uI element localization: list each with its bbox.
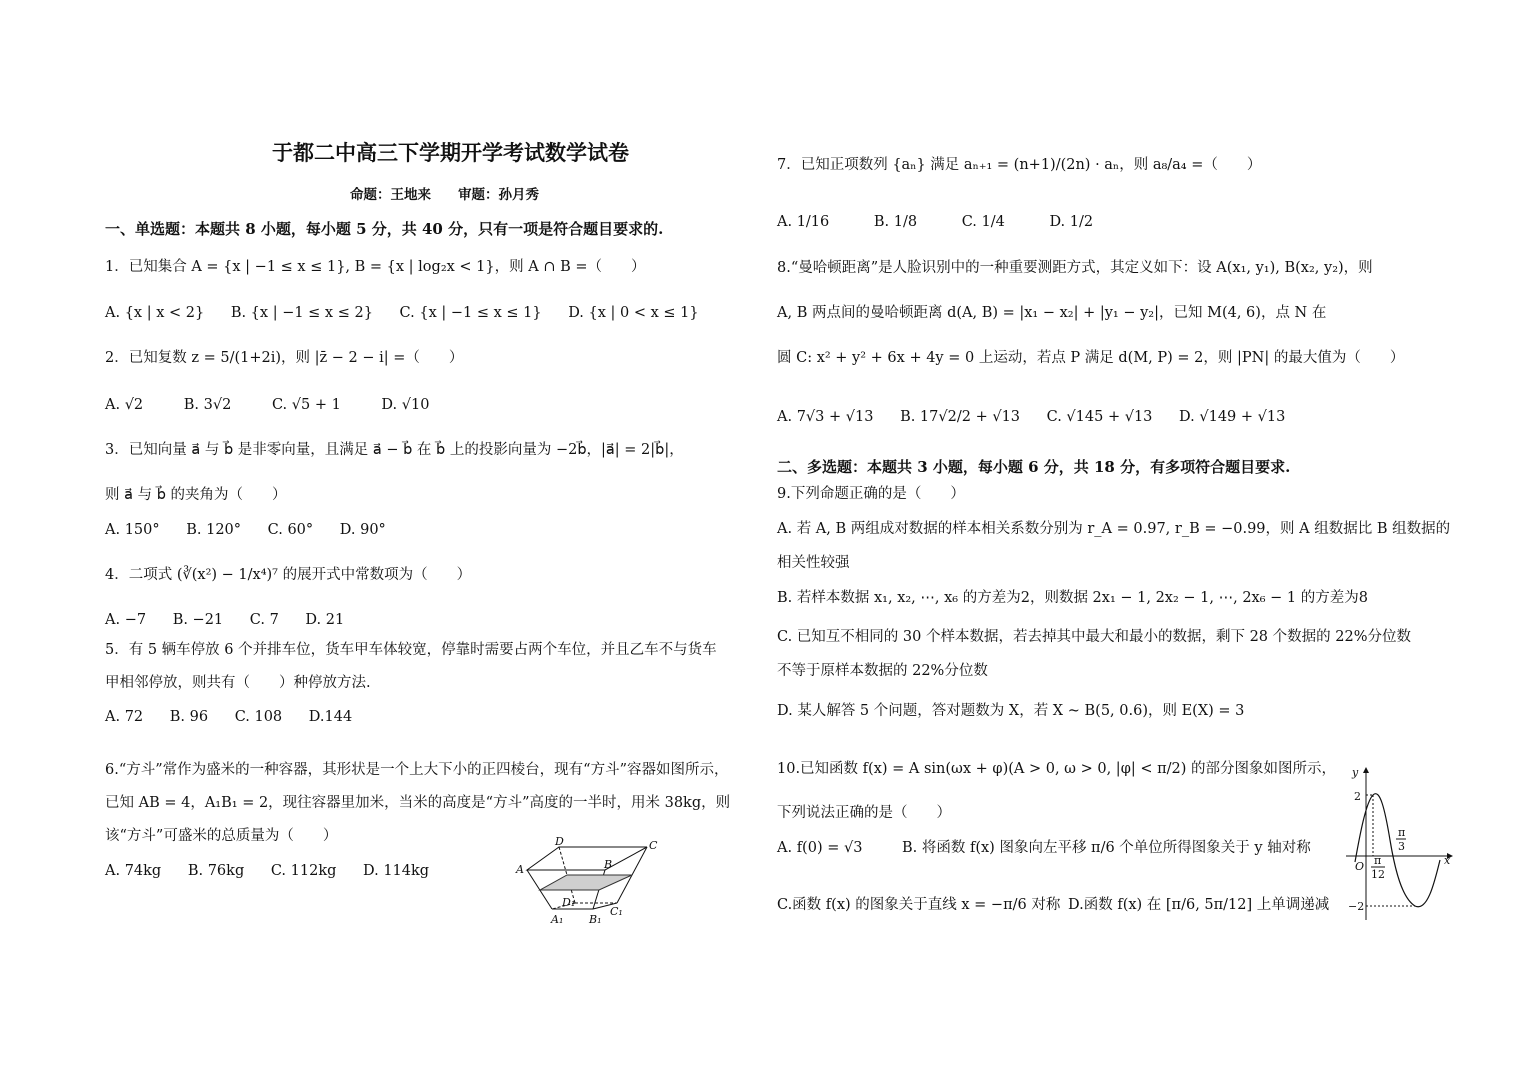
q5-stem-line1: 5．有 5 辆车停放 6 个并排车位，货车甲车体较宽，停靠时需要占两个车位，并且乙车不与货车	[105, 642, 717, 658]
q2-option-d[interactable]: D. √10	[381, 397, 430, 413]
q2-options	[105, 395, 451, 415]
x-axis-label: x	[1444, 854, 1451, 867]
q8-option-b[interactable]: B. 17√2/2 + √13	[900, 409, 1021, 425]
q6-options	[105, 861, 451, 881]
label-d: D	[555, 835, 564, 848]
q6-option-a[interactable]: A. 74kg	[105, 863, 162, 879]
q5-options	[105, 707, 374, 727]
q5-option-a[interactable]: A. 72	[105, 709, 144, 725]
q8-option-c[interactable]: C. √145 + √13	[1046, 409, 1153, 425]
q9-option-a-cont: 相关性较强	[777, 555, 850, 571]
q1-option-d[interactable]: D. {x | 0 < x ≤ 1}	[568, 305, 699, 321]
q9-option-c[interactable]: C. 已知互不相同的 30 个样本数据，若去掉其中最大和最小的数据，剩下 28 个数据的 22%分位数	[777, 629, 1411, 645]
q10-option-d[interactable]: D.函数 f(x) 在 [π/6, 5π/12] 上单调递减	[1068, 897, 1330, 913]
label-a1: A₁	[551, 913, 564, 926]
q9-option-b[interactable]: B. 若样本数据 x₁, x₂, ⋯, x₆ 的方差为2，则数据 2x₁ − 1, 2x₂ − 1, ⋯, 2x₆ − 1 的方差为8	[777, 590, 1368, 606]
q4-option-b[interactable]: B. −21	[172, 612, 224, 628]
pi3-num: π	[1398, 826, 1406, 839]
q4-options	[105, 610, 366, 630]
q3-option-a[interactable]: A. 150°	[105, 522, 160, 538]
frustum-top-face	[527, 847, 647, 870]
q2-stem: 2．已知复数 z = 5/(1+2i)，则 |z̄ − 2 − i| =（ ）	[105, 350, 464, 366]
q7-option-d[interactable]: D. 1/2	[1049, 214, 1094, 230]
section2-heading: 二、多选题：本题共 3 小题，每小题 6 分，共 18 分，有多项符合题目要求.	[777, 458, 1291, 476]
q6-option-c[interactable]: C. 112kg	[270, 863, 337, 879]
q5-option-c[interactable]: C. 108	[234, 709, 283, 725]
q8-stem-line2: A, B 两点间的曼哈顿距离 d(A, B) = |x₁ − x₂| + |y₁ − y₂|，已知 M(4, 6)，点 N 在	[777, 305, 1327, 321]
label-b: B	[604, 858, 613, 871]
rice-level-plane	[540, 875, 632, 890]
q3-options	[105, 520, 408, 540]
q9-option-a[interactable]: A. 若 A, B 两组成对数据的样本相关系数分别为 r_A = 0.97, r_B = −0.99，则 A 组数据比 B 组数据的	[777, 521, 1451, 537]
q4-option-c[interactable]: C. 7	[249, 612, 279, 628]
pi12-num: π	[1374, 854, 1382, 867]
q7-options	[777, 212, 1115, 232]
q7-option-b[interactable]: B. 1/8	[873, 214, 918, 230]
q3-option-c[interactable]: C. 60°	[267, 522, 314, 538]
q8-option-d[interactable]: D. √149 + √13	[1179, 409, 1286, 425]
q4-stem: 4．二项式 (∛(x²) − 1/x⁴)⁷ 的展开式中常数项为（ ）	[105, 567, 472, 583]
sine-graph	[1340, 762, 1458, 924]
exam-authors: 命题：王地来 审题：孙月秀	[350, 187, 539, 203]
q4-option-a[interactable]: A. −7	[105, 612, 147, 628]
q8-option-a[interactable]: A. 7√3 + √13	[777, 409, 874, 425]
q3-option-d[interactable]: D. 90°	[339, 522, 386, 538]
q7-stem: 7．已知正项数列 {aₙ} 满足 aₙ₊₁ = (n+1)/(2n) · aₙ，则 a₈/a₄ =（ ）	[777, 157, 1262, 173]
q3-option-b[interactable]: B. 120°	[186, 522, 242, 538]
pi3-den: 3	[1398, 840, 1405, 853]
q1-options	[105, 303, 721, 323]
q6-stem-line3: 该“方斗”可盛米的总质量为（ ）	[105, 828, 338, 844]
section1-heading: 一、单选题：本题共 8 小题，每小题 5 分，共 40 分，只有一项是符合题目要求的.	[105, 220, 664, 238]
q4-option-d[interactable]: D. 21	[305, 612, 345, 628]
q7-option-c[interactable]: C. 1/4	[961, 214, 1005, 230]
frustum-figure	[505, 835, 665, 930]
q2-option-b[interactable]: B. 3√2	[183, 397, 232, 413]
y-axis-label: y	[1352, 766, 1359, 779]
q5-stem-line2: 甲相邻停放，则共有（ ）种停放方法.	[105, 675, 371, 691]
q3-stem-line2: 则 a⃗ 与 b⃗ 的夹角为（ ）	[105, 487, 287, 503]
q10-option-b[interactable]: B. 将函数 f(x) 图象向左平移 π/6 个单位所得图象关于 y 轴对称	[902, 840, 1311, 856]
q10-option-a[interactable]: A. f(0) = √3	[777, 840, 863, 856]
q6-stem-line2: 已知 AB = 4，A₁B₁ = 2，现往容器里加米，当米的高度是“方斗”高度的一半时，用米 38kg，则	[105, 795, 731, 811]
q5-option-b[interactable]: B. 96	[169, 709, 209, 725]
label-c: C	[649, 839, 658, 852]
q5-option-d[interactable]: D.144	[308, 709, 353, 725]
q10-stem-line1: 10.已知函数 f(x) = A sin(ωx + φ)(A > 0, ω > 0, |φ| < π/2) 的部分图象如图所示，	[777, 761, 1336, 777]
q9-option-c-cont: 不等于原样本数据的 22%分位数	[777, 663, 988, 679]
q10-option-c[interactable]: C.函数 f(x) 的图象关于直线 x = −π/6 对称	[777, 897, 1061, 913]
q2-option-c[interactable]: C. √5 + 1	[271, 397, 341, 413]
label-c1: C₁	[610, 905, 623, 918]
q10-stem-line2: 下列说法正确的是（ ）	[777, 805, 951, 821]
q8-stem-line1: 8.“曼哈顿距离”是人脸识别中的一种重要测距方式，其定义如下：设 A(x₁, y₁), B(x₂, y₂)，则	[777, 260, 1373, 276]
q7-option-a[interactable]: A. 1/16	[777, 214, 830, 230]
q1-option-c[interactable]: C. {x | −1 ≤ x ≤ 1}	[399, 305, 542, 321]
q1-stem: 1．已知集合 A = {x | −1 ≤ x ≤ 1}, B = {x | log₂x < 1}，则 A ∩ B =（ ）	[105, 259, 646, 275]
page-title: 于都二中高三下学期开学考试数学试卷	[272, 140, 629, 165]
q6-option-b[interactable]: B. 76kg	[187, 863, 245, 879]
max-value-label: 2	[1354, 790, 1361, 803]
q8-options	[777, 407, 1307, 427]
q3-stem-line1: 3．已知向量 a⃗ 与 b⃗ 是非零向量，且满足 a⃗ − b⃗ 在 b⃗ 上的投影向量为 −2b⃗，|a⃗| = 2|b⃗|，	[105, 442, 684, 458]
q2-option-a[interactable]: A. √2	[105, 397, 144, 413]
q8-stem-line3: 圆 C: x² + y² + 6x + 4y = 0 上运动，若点 P 满足 d(M, P) = 2，则 |PN| 的最大值为（ ）	[777, 350, 1405, 366]
q9-option-d[interactable]: D. 某人解答 5 个问题，答对题数为 X，若 X ~ B(5, 0.6)，则 E(X) = 3	[777, 703, 1245, 719]
q6-option-d[interactable]: D. 114kg	[363, 863, 430, 879]
pi12-den: 12	[1371, 868, 1385, 881]
q6-stem-line1: 6.“方斗”常作为盛米的一种容器，其形状是一个上大下小的正四棱台，现有“方斗”容器如图所示，	[105, 762, 729, 778]
q1-option-a[interactable]: A. {x | x < 2}	[105, 305, 205, 321]
q1-option-b[interactable]: B. {x | −1 ≤ x ≤ 2}	[230, 305, 373, 321]
q9-stem: 9.下列命题正确的是（ ）	[777, 486, 965, 502]
label-b1: B₁	[589, 913, 602, 926]
label-a: A	[516, 863, 524, 876]
label-d1: D₁	[562, 896, 576, 909]
origin-label: O	[1355, 860, 1365, 873]
min-value-label: −2	[1348, 900, 1365, 913]
